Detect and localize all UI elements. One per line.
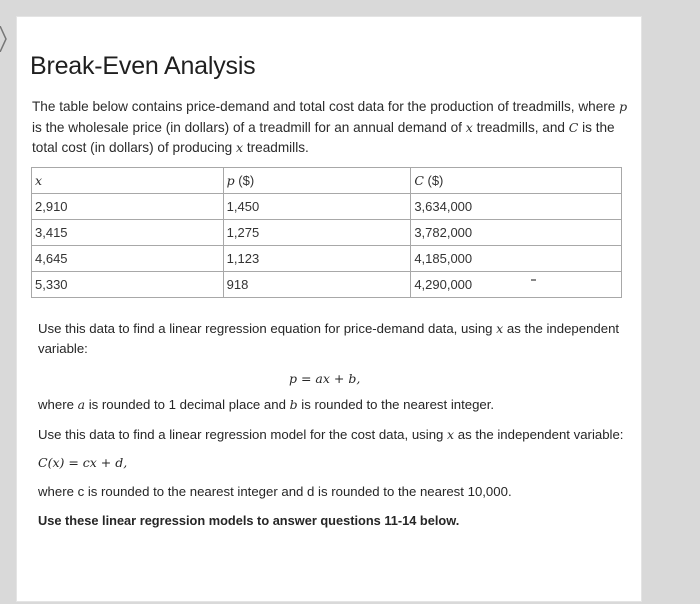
var-C: C [568, 119, 579, 135]
final-instruction: Use these linear regression models to answer questions 11-14 below. [38, 513, 460, 528]
header-x: x [32, 168, 224, 194]
content-card [16, 16, 642, 602]
cost-instruction: Use this data to find a linear regression model for the cost data, using x as the independent variable: [38, 427, 624, 442]
rounding-instruction-1: where a is rounded to 1 decimal place and b is rounded to the nearest integer. [38, 397, 495, 412]
cell-x: 2,910 [32, 194, 224, 220]
table-row [32, 272, 622, 298]
var-x: x [465, 119, 473, 135]
cell-p: 1,450 [223, 194, 411, 220]
table-header-row [32, 168, 622, 194]
intro-text-1: The table below contains price-demand and total cost data for the production of treadmills, where [32, 99, 620, 114]
rounding-instruction-2: where c is rounded to the nearest integer and d is rounded to the nearest 10,000. [38, 484, 512, 499]
cell-C: 3,782,000 [411, 220, 622, 246]
table-row [32, 194, 622, 220]
table-row [32, 246, 622, 272]
cell-p: 1,275 [223, 220, 411, 246]
intro-paragraph [32, 97, 632, 159]
header-C: C ($) [411, 168, 622, 194]
stray-mark [531, 279, 536, 281]
cell-x: 3,415 [32, 220, 224, 246]
price-demand-equation: p = ax + b, [289, 371, 361, 386]
cell-C: 4,185,000 [411, 246, 622, 272]
cell-x: 5,330 [32, 272, 224, 298]
intro-text-4: is the total cost (in dollars) of producing [32, 119, 615, 155]
header-p: p ($) [223, 168, 411, 194]
cell-x: 4,645 [32, 246, 224, 272]
cost-equation: C(x) = cx + d, [38, 455, 128, 470]
cell-C: 4,290,000 [411, 272, 622, 298]
intro-text-3: treadmills, and [472, 119, 569, 135]
intro-text-5: treadmills. [243, 140, 309, 155]
table-row [32, 220, 622, 246]
price-demand-instruction: Use this data to find a linear regression equation for price-demand data, using x as the independent variable: [38, 321, 620, 356]
cell-p: 1,123 [223, 246, 411, 272]
intro-text-2: is the wholesale price (in dollars) of a treadmill for an annual demand of [32, 119, 466, 135]
cell-p: 918 [223, 272, 411, 298]
var-p: p [619, 99, 628, 114]
var-x: x [236, 140, 244, 155]
page-title: Break-Even Analysis [30, 52, 256, 80]
cell-C: 3,634,000 [411, 194, 622, 220]
left-edge-chevron [0, 26, 7, 52]
